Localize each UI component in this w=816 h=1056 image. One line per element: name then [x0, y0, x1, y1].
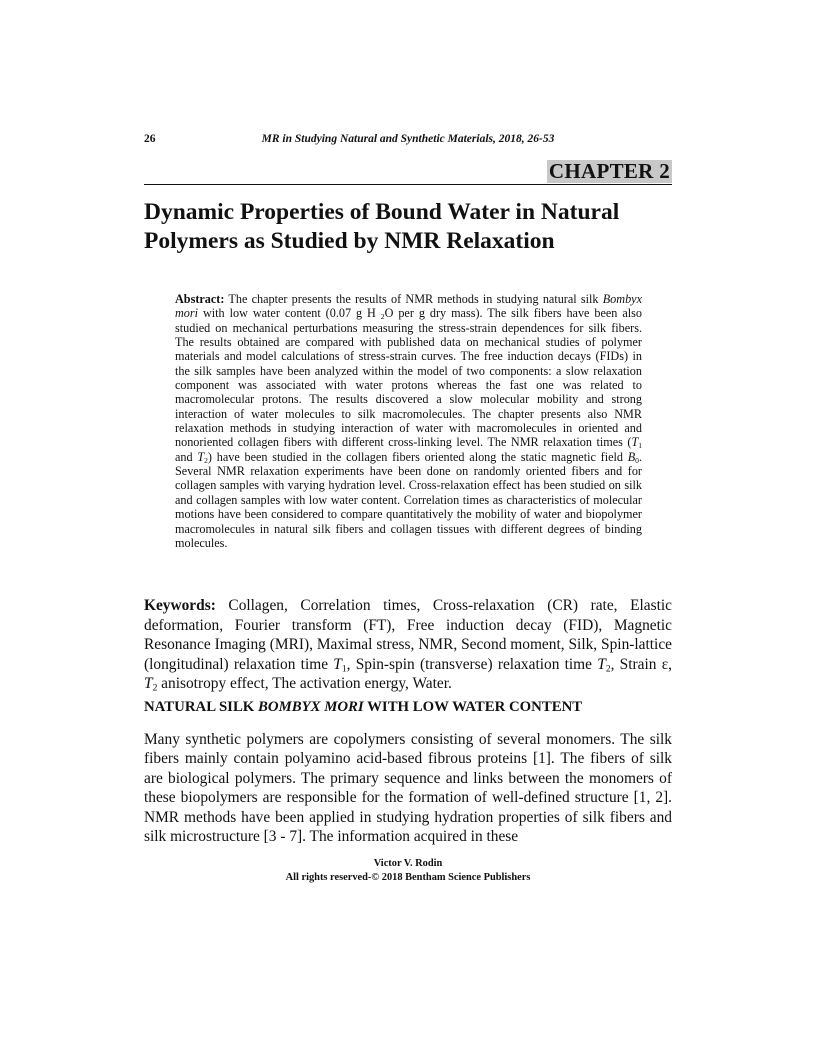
keywords-text-4: anisotropy effect, The activation energy, Water. — [157, 675, 452, 693]
abstract-subscript: 1 — [638, 441, 642, 451]
abstract-subscript: 2 — [380, 312, 385, 322]
abstract-text-2: with low water content (0.07 g H — [198, 306, 381, 321]
abstract-label: Abstract: — [175, 292, 225, 306]
section-heading-part: NATURAL SILK — [144, 699, 259, 715]
abstract-b-symbol: B — [627, 449, 636, 464]
keywords-t-symbol: T — [144, 675, 153, 693]
keywords-subscript: 2 — [152, 682, 158, 694]
abstract-text-3: O per g dry mass). The silk fibers have been also studied on mechanical perturbations measuring the stress-strain dependences for silk fibers. The results obtained are compared with published data on mechanical studies of polymer materials and model calculations of stress-strain curves. The free induction decays (FIDs) in the silk samples have been analyzed within the model of two components: a slow relaxation component was associated with water protons whereas the fast one was related to macromolecular protons. The results discovered a slow molecular mobility and strong interaction of water molecules to silk macromolecules. The chapter presents also NMR relaxation methods in studying interaction of water with macromolecules in oriented and nonoriented collagen fibers with different cross-linking level. The NMR relaxation times ( — [175, 306, 642, 450]
abstract-t-symbol: T — [631, 435, 639, 450]
chapter-label: CHAPTER 2 — [548, 159, 670, 183]
abstract-species: Bombyx mori — [175, 292, 642, 321]
keywords-label: Keywords: — [144, 597, 216, 614]
keywords-text-3: , Strain ε, — [610, 655, 672, 673]
abstract-subscript: 0 — [635, 455, 639, 465]
abstract-text-4: ) have been studied in the collagen fibers oriented along the static magnetic field — [207, 449, 628, 464]
abstract-text-1: The chapter presents the results of NMR methods in studying natural silk — [224, 292, 603, 306]
chapter-title: Dynamic Properties of Bound Water in Natural Polymers as Studied by NMR Relaxation — [144, 199, 620, 254]
abstract-and: and — [175, 449, 198, 464]
abstract-text-5: . Several NMR relaxation experiments have been done on randomly oriented fibers and for collagen samples with varying hydration level. Cross-relaxation effect has been studied on silk and collagen samples with low water content. Correlation times as characteristics of molecular motions have been considered to compare quantitatively the mobility of water and biopolymer macromolecules in natural silk fibers and collagen tissues with different degrees of binding molecules. — [175, 449, 642, 550]
keywords-subscript: 2 — [605, 663, 611, 675]
section-heading-species: BOMBYX MORI — [258, 699, 364, 715]
body-paragraph: Many synthetic polymers are copolymers consisting of several monomers. The silk fibers mainly contain polyamino acid-based fibrous proteins [1]. The fibers of silk are biological polymers. The primary sequence and links between the monomers of these biopolymers are responsible for the formation of well-defined structure [1, 2]. NMR methods have been applied in studying hydration properties of silk fibers and silk microstructure [3 - 7]. The information acquired in these — [144, 731, 672, 846]
page-number: 26 — [144, 133, 156, 145]
running-header — [144, 133, 672, 149]
chapter-rule — [144, 160, 672, 185]
footer-author: Victor V. Rodin — [373, 858, 443, 869]
section-heading — [144, 698, 672, 716]
keywords-t-symbol: T — [333, 655, 342, 673]
abstract-subscript: 2 — [204, 455, 208, 465]
abstract-t-symbol: T — [197, 449, 205, 464]
journal-citation: MR in Studying Natural and Synthetic Materials, 2018, 26-53 — [261, 133, 555, 145]
keywords-text-2: , Spin-spin (transverse) relaxation time — [346, 655, 598, 673]
keywords-text-1: Collagen, Correlation times, Cross-relaxation (CR) rate, Elastic deformation, Fourier transform (FT), Free induction decay (FID), Magnetic Resonance Imaging (MRI), Maximal stress, NMR, Second moment, Silk, Spin-lattice (longitudinal) relaxation time — [144, 597, 672, 673]
abstract — [175, 292, 642, 550]
footer-rights: All rights reserved-© 2018 Bentham Science Publishers — [285, 871, 531, 883]
keywords — [144, 596, 672, 694]
page-footer — [144, 857, 672, 884]
section-heading-part: WITH LOW WATER CONTENT — [363, 699, 583, 715]
keywords-t-symbol: T — [597, 655, 606, 673]
keywords-subscript: 1 — [341, 663, 347, 675]
